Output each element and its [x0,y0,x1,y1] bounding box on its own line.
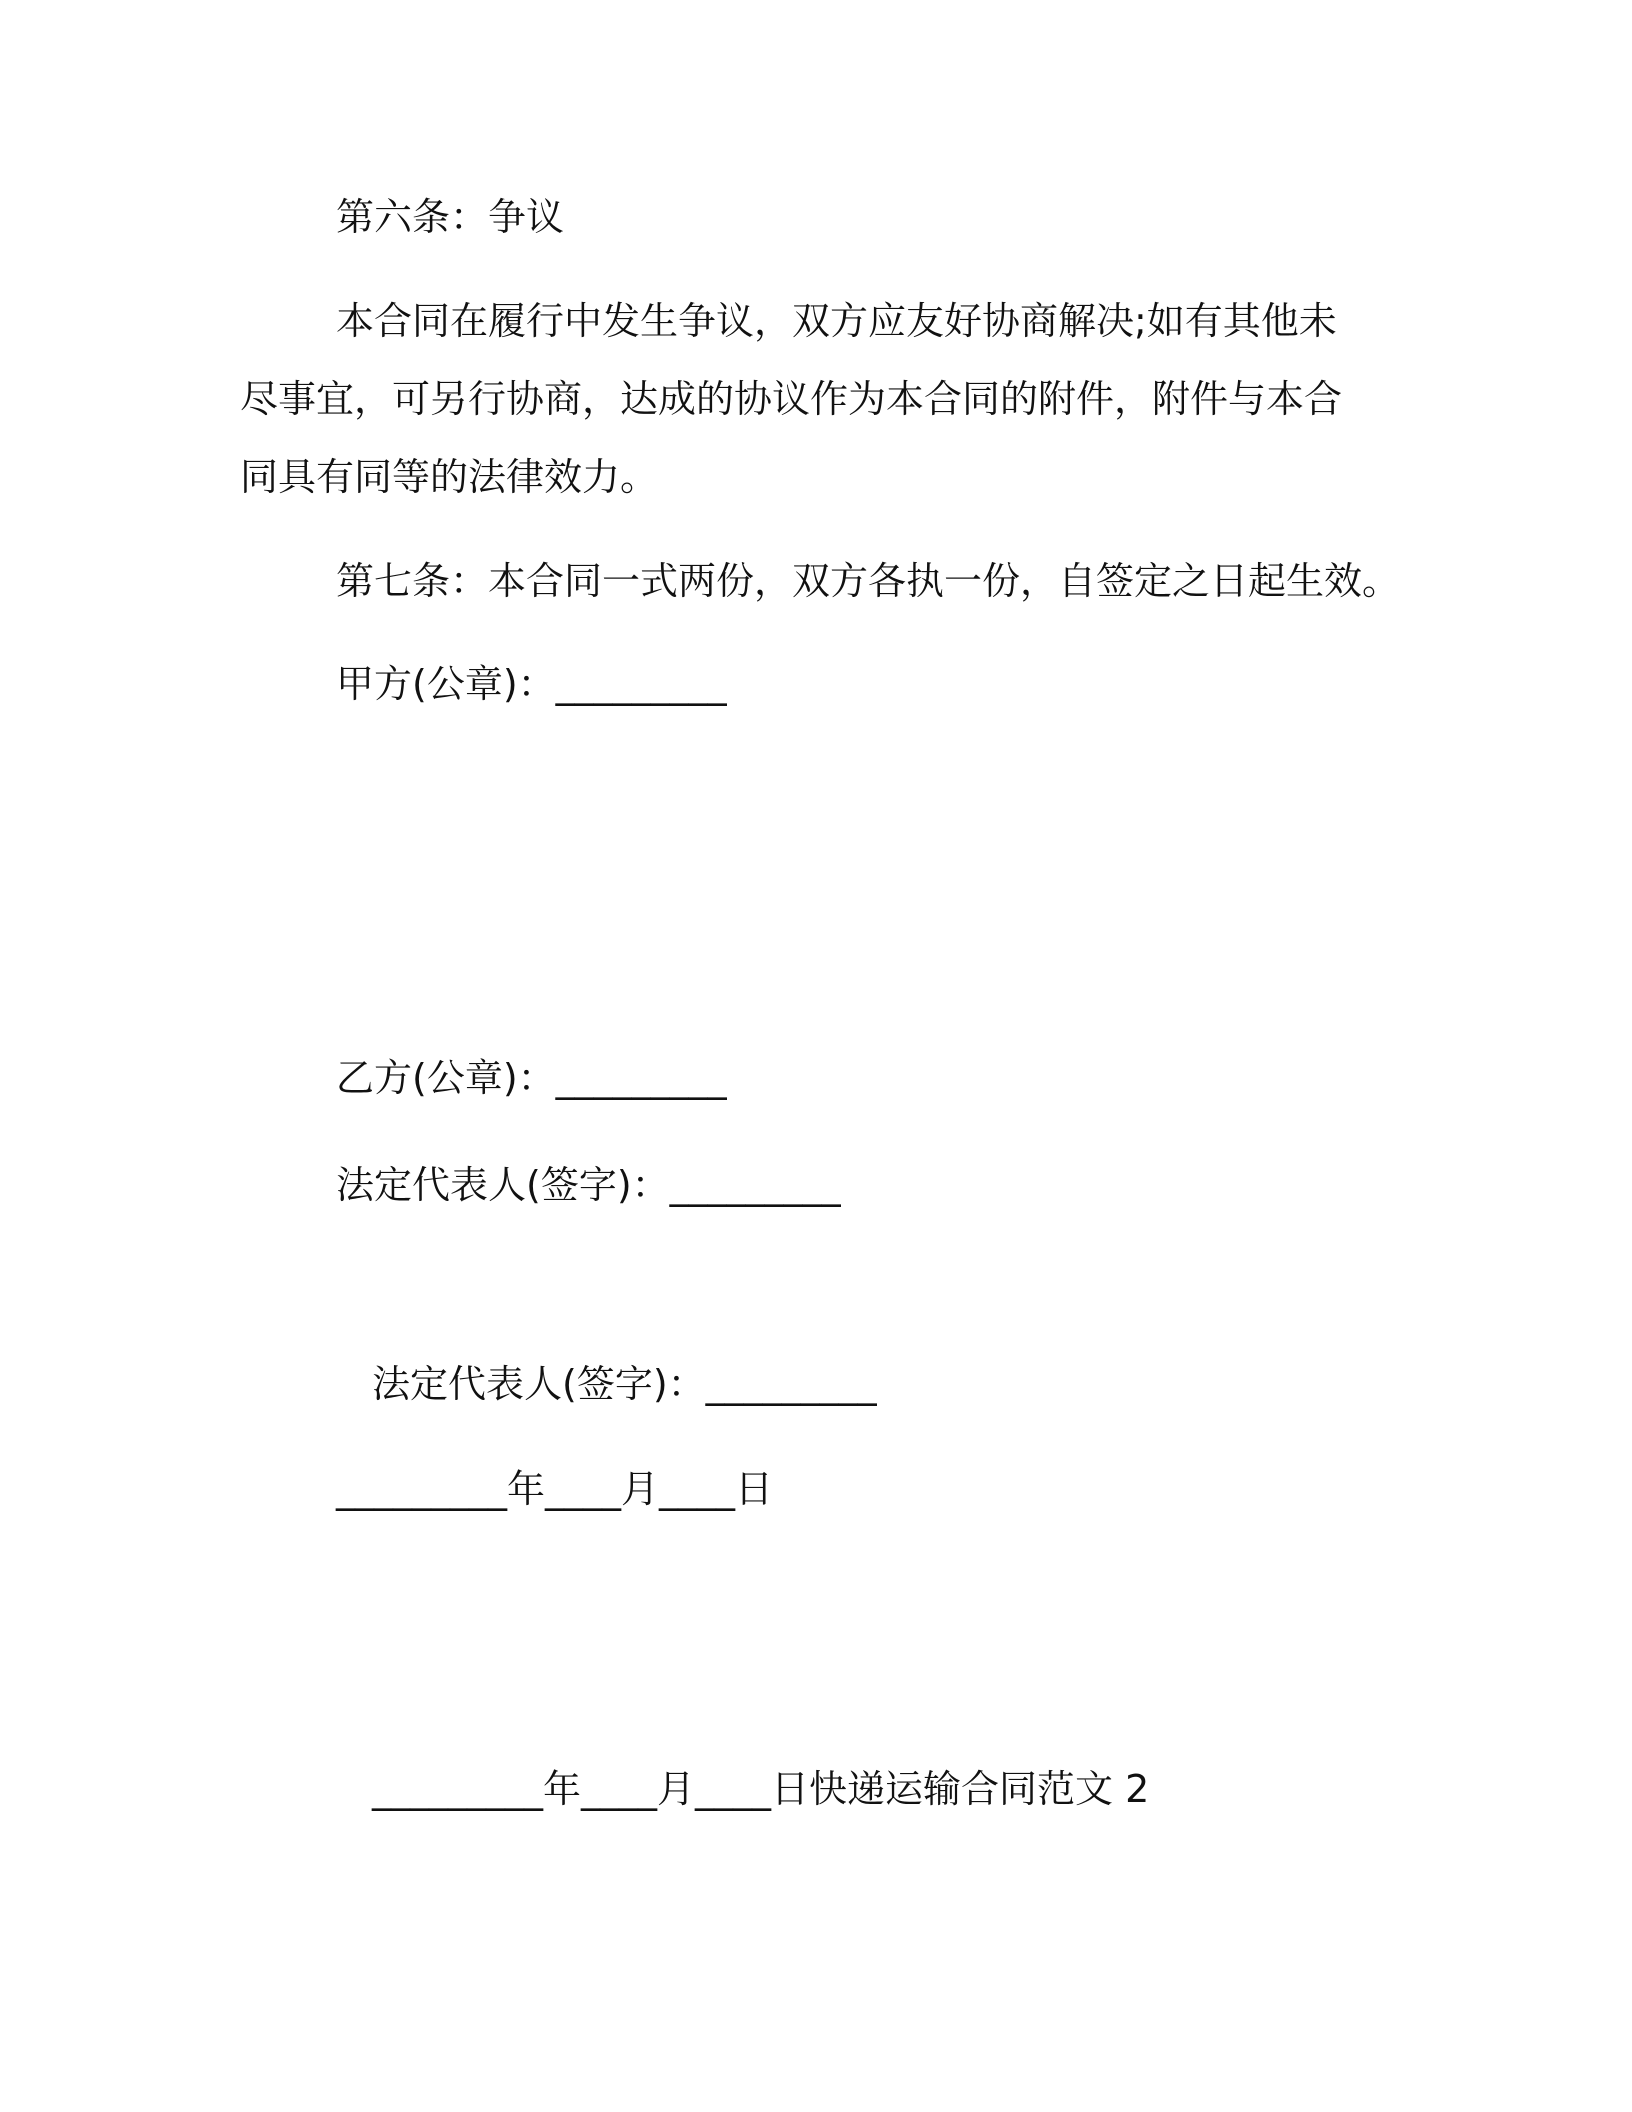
party-b-seal-line: 乙方(公章)：_________ [336,1056,727,1100]
article-6-body: 本合同在履行中发生争议，双方应友好协商解决;如有其他未尽事宜，可另行协商，达成的协议作为本合同的附件，附件与本合同具有同等的法律效力。 [240,299,1343,499]
legal-representative-signature-line: 法定代表人(签字)：_________ [336,1163,841,1207]
article-6-heading: 第六条：争议 [336,195,565,239]
date-line-with-title: _________年____月____日快递运输合同范文 2 [372,1767,1150,1811]
date-line: _________年____月____日 [336,1467,774,1511]
legal-representative-signature-line-2: 法定代表人(签字)：_________ [372,1362,877,1406]
party-a-seal-line: 甲方(公章)：_________ [336,662,727,706]
article-7-text: 第七条：本合同一式两份，双方各执一份，自签定之日起生效。 [336,559,1401,603]
